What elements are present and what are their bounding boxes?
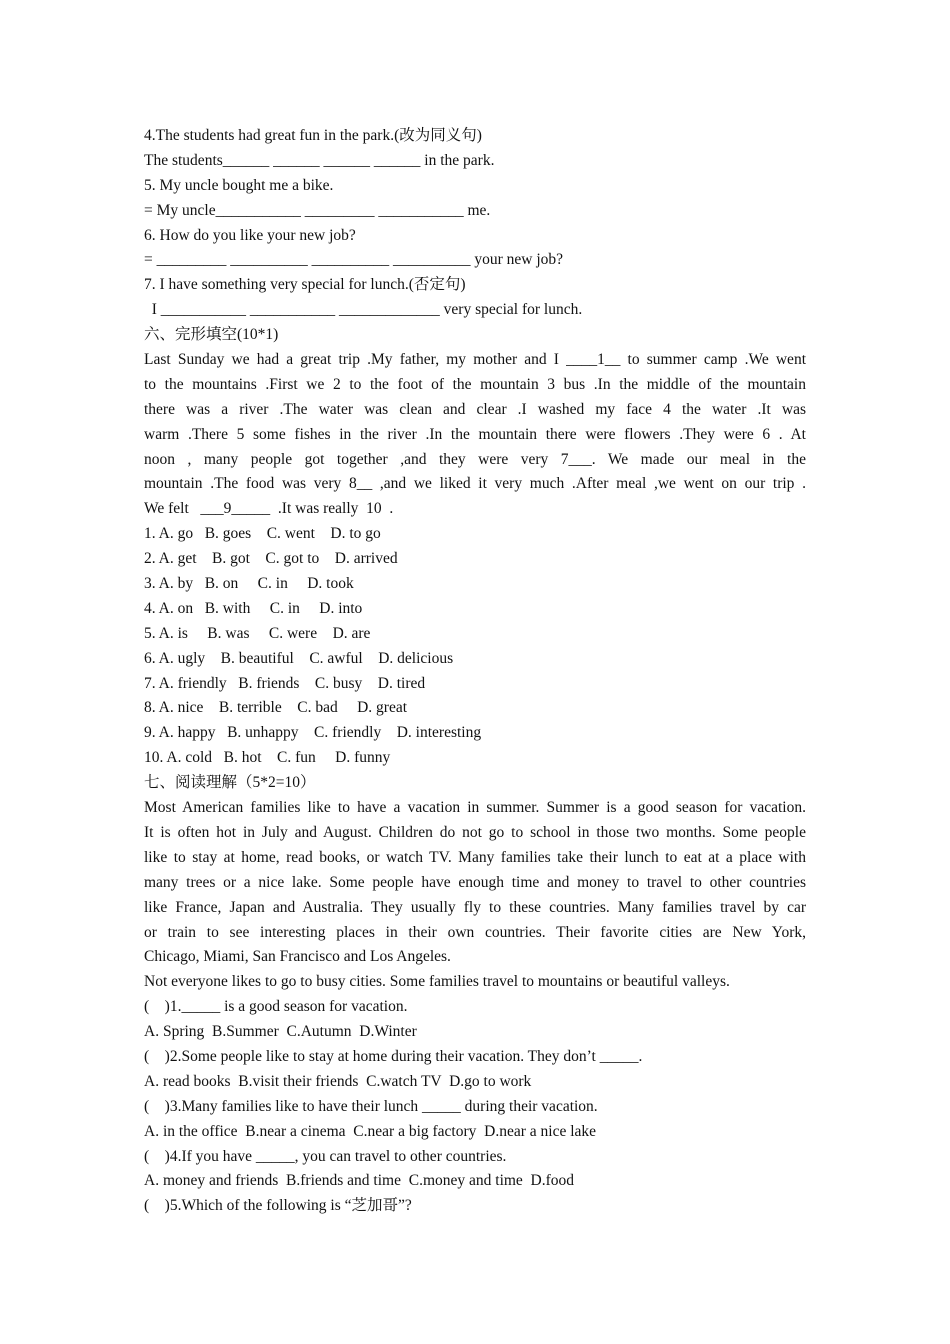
reading-question: ( )3.Many families like to have their lunch _____ during their vacation.	[144, 1097, 598, 1115]
reading-question: ( )1._____ is a good season for vacation.	[144, 998, 408, 1016]
cloze-option: 1. A. go B. goes C. went D. to go	[144, 525, 381, 543]
passage-line: Chicago, Miami, San Francisco and Los Angeles.	[144, 948, 451, 966]
reading-passage	[144, 796, 806, 970]
passage-line: Last Sunday we had a great trip .My father, my mother and I ____1__ to summer camp .We went	[144, 351, 806, 369]
rewrite-line: 4.The students had great fun in the park.(改为同义句)	[144, 127, 482, 144]
passage-line: there was a river .The water was clean and clear .I washed my face 4 the water .It was	[144, 400, 806, 418]
cloze-passage	[144, 348, 806, 522]
reading-choices: A. Spring B.Summer C.Autumn D.Winter	[144, 1023, 417, 1041]
passage-line: mountain .The food was very 8__ ,and we liked it very much .After meal ,we went on our trip .	[144, 475, 806, 493]
passage-line: It is often hot in July and August. Children do not go to school in those two months. Some people	[144, 823, 806, 841]
rewrite-line: 5. My uncle bought me a bike.	[144, 176, 334, 194]
reading-choices: A. in the office B.near a cinema C.near a big factory D.near a nice lake	[144, 1122, 597, 1140]
worksheet-page	[144, 124, 806, 1219]
cloze-option: 4. A. on B. with C. in D. into	[144, 599, 363, 617]
passage-line: like to stay at home, read books, or watch TV. Many families take their lunch to eat at a place with	[144, 848, 806, 866]
rewrite-line: = _________ __________ __________ __________ your new job?	[144, 251, 564, 269]
cloze-option: 6. A. ugly B. beautiful C. awful D. delicious	[144, 649, 454, 667]
rewrite-line: 7. I have something very special for lunch.(否定句)	[144, 276, 466, 294]
cloze-option: 9. A. happy B. unhappy C. friendly D. interesting	[144, 724, 482, 742]
reading-question: ( )4.If you have _____, you can travel to other countries.	[144, 1147, 507, 1165]
passage-line: noon , many people got together ,and they were very 7___. We made our meal in the	[144, 450, 806, 468]
passage-line: many trees or a nice lake. Some people have enough time and money to travel to other countries	[144, 873, 806, 891]
passage-line: warm .There 5 some fishes in the river .In the mountain there were flowers .They were 6 . At	[144, 425, 806, 443]
passage-line: like France, Japan and Australia. They usually fly to these countries. Many families travel by car	[144, 898, 806, 916]
cloze-option: 7. A. friendly B. friends C. busy D. tired	[144, 674, 426, 692]
reading-question: ( )5.Which of the following is “芝加哥”?	[144, 1197, 412, 1215]
passage-line: to the mountains .First we 2 to the foot of the mountain 3 bus .In the middle of the mountain	[144, 375, 806, 393]
cloze-heading: 六、完形填空(10*1)	[144, 326, 279, 344]
cloze-option: 10. A. cold B. hot C. fun D. funny	[144, 749, 391, 767]
cloze-option: 3. A. by B. on C. in D. took	[144, 575, 354, 593]
cloze-option: 8. A. nice B. terrible C. bad D. great	[144, 699, 408, 717]
rewrite-line: = My uncle___________ _________ ___________ me.	[144, 201, 491, 219]
passage-line: We felt ___9_____ .It was really 10 .	[144, 500, 394, 518]
rewrite-line: 6. How do you like your new job?	[144, 226, 356, 244]
cloze-option: 5. A. is B. was C. were D. are	[144, 624, 371, 642]
rewrite-line: The students______ ______ ______ ______ in the park.	[144, 151, 495, 169]
passage-line: or train to see interesting places in their own countries. Their favorite cities are New York,	[144, 923, 806, 941]
reading-choices: A. money and friends B.friends and time C.money and time D.food	[144, 1172, 575, 1190]
rewrite-line: I ___________ ___________ _____________ very special for lunch.	[144, 301, 583, 319]
passage-line: Most American families like to have a vacation in summer. Summer is a good season for vacation.	[144, 799, 806, 817]
reading-heading: 七、阅读理解（5*2=10）	[144, 774, 316, 792]
reading-question: ( )2.Some people like to stay at home during their vacation. They don’t _____.	[144, 1047, 643, 1065]
cloze-option: 2. A. get B. got C. got to D. arrived	[144, 550, 398, 568]
reading-paragraph: Not everyone likes to go to busy cities. Some families travel to mountains or beautiful valleys.	[144, 973, 730, 991]
reading-choices: A. read books B.visit their friends C.watch TV D.go to work	[144, 1072, 532, 1090]
